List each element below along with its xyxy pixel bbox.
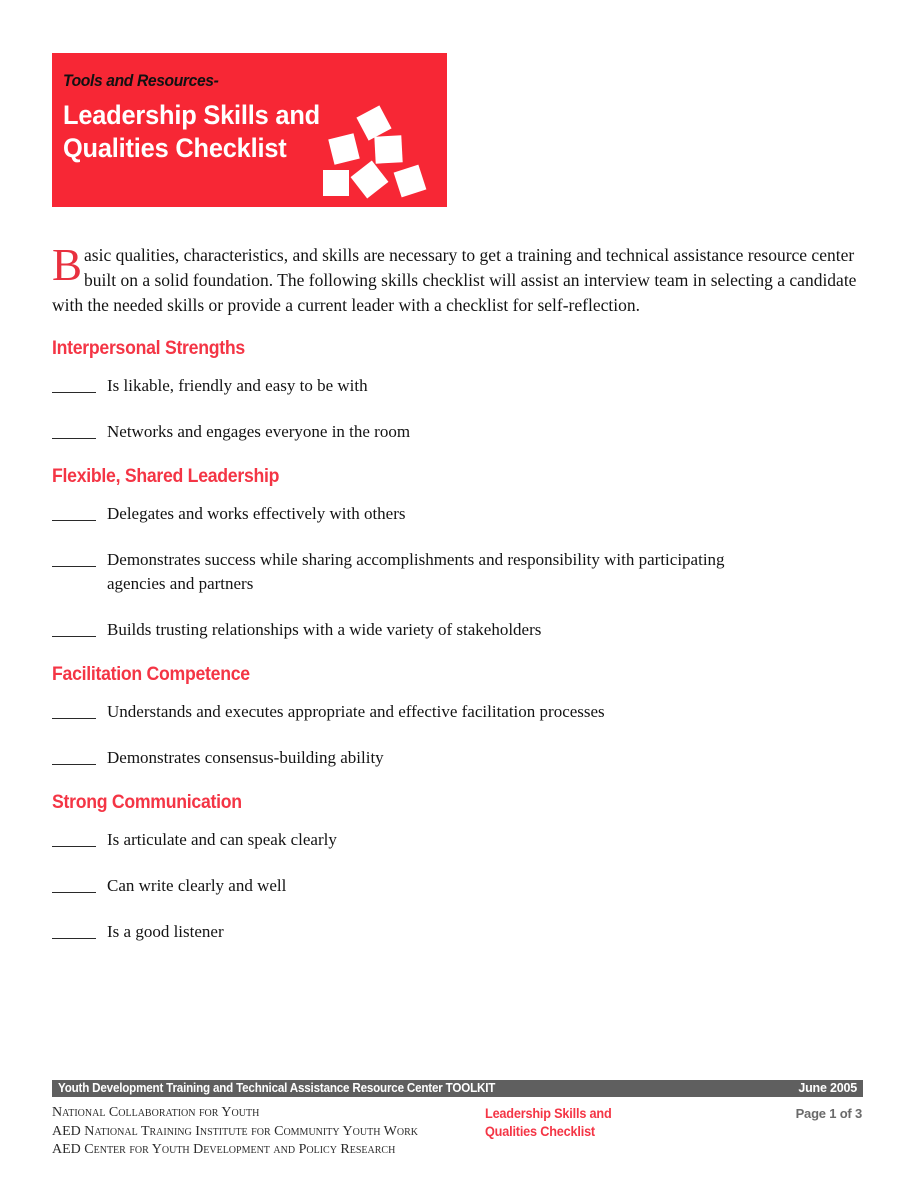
header-banner bbox=[52, 53, 447, 207]
checklist-item[interactable] bbox=[52, 920, 862, 944]
checkbox-blank-line[interactable] bbox=[52, 618, 96, 637]
footer-doc-line-2: Qualities Checklist bbox=[485, 1124, 595, 1139]
section-flexible-shared-leadership bbox=[52, 466, 862, 642]
checklist-item-label: Demonstrates success while sharing accomplishments and responsibility with participating agencies and partners bbox=[107, 550, 725, 593]
checklist-item[interactable] bbox=[52, 374, 862, 398]
footer-bar bbox=[52, 1080, 863, 1097]
intro-paragraph-text: asic qualities, characteristics, and skills are necessary to get a training and technical assistance resource center built on a solid foundation. The following skills checklist will assist an interview team in selecting a candidate with the needed skills or provide a current leader with a checklist for self-reflection. bbox=[52, 245, 857, 315]
checkbox-blank-line[interactable] bbox=[52, 700, 96, 719]
checklist-item[interactable] bbox=[52, 502, 862, 526]
scattered-squares-icon bbox=[323, 108, 443, 203]
section-heading: Flexible, Shared Leadership bbox=[52, 466, 280, 487]
checklist-item-label: Can write clearly and well bbox=[107, 876, 287, 895]
page-number: Page 1 of 3 bbox=[795, 1106, 862, 1121]
checklist-item[interactable] bbox=[52, 874, 862, 898]
footer-bar-date: June 2005 bbox=[798, 1081, 857, 1095]
checklist-item-label: Is likable, friendly and easy to be with bbox=[107, 376, 368, 395]
footer-organizations bbox=[52, 1104, 472, 1160]
checklist-item-label: Demonstrates consensus-building ability bbox=[107, 748, 384, 767]
banner-kicker: Tools and Resources- bbox=[63, 71, 219, 90]
checkbox-blank-line[interactable] bbox=[52, 502, 96, 521]
checklist-item-label: Networks and engages everyone in the room bbox=[107, 422, 411, 441]
checklist-item-label: Delegates and works effectively with others bbox=[107, 504, 406, 523]
checklist-sections bbox=[52, 338, 862, 966]
banner-title-line-1: Leadership Skills and bbox=[63, 100, 321, 130]
drop-cap-letter: B bbox=[52, 240, 83, 290]
section-strong-communication bbox=[52, 792, 862, 944]
checklist-item-label: Is a good listener bbox=[107, 922, 224, 941]
checkbox-blank-line[interactable] bbox=[52, 920, 96, 939]
checklist-item-label: Is articulate and can speak clearly bbox=[107, 830, 337, 849]
checklist-item[interactable] bbox=[52, 746, 862, 770]
checkbox-blank-line[interactable] bbox=[52, 374, 96, 393]
checklist-item[interactable] bbox=[52, 700, 862, 724]
section-heading: Strong Communication bbox=[52, 792, 242, 813]
checkbox-blank-line[interactable] bbox=[52, 874, 96, 893]
checklist-item[interactable] bbox=[52, 828, 862, 852]
footer-org-line-2: AED National Training Institute for Community Youth Work bbox=[52, 1123, 418, 1139]
footer-org-line-3: AED Center for Youth Development and Policy Research bbox=[52, 1142, 396, 1157]
checklist-item-label: Understands and executes appropriate and effective facilitation processes bbox=[107, 702, 605, 721]
checkbox-blank-line[interactable] bbox=[52, 828, 96, 847]
section-interpersonal-strengths bbox=[52, 338, 862, 444]
footer-doc-line-1: Leadership Skills and bbox=[485, 1106, 612, 1121]
checklist-item-label: Builds trusting relationships with a wide variety of stakeholders bbox=[107, 620, 542, 639]
intro-paragraph bbox=[52, 240, 858, 318]
footer-bar-title: Youth Development Training and Technical Assistance Resource Center TOOLKIT bbox=[58, 1081, 496, 1095]
footer-document-title bbox=[485, 1105, 720, 1141]
section-heading: Interpersonal Strengths bbox=[52, 338, 245, 359]
section-facilitation-competence bbox=[52, 664, 862, 770]
checklist-item[interactable] bbox=[52, 548, 862, 596]
checkbox-blank-line[interactable] bbox=[52, 548, 96, 567]
checkbox-blank-line[interactable] bbox=[52, 746, 96, 765]
section-heading: Facilitation Competence bbox=[52, 664, 250, 685]
checklist-item[interactable] bbox=[52, 420, 862, 444]
banner-title-line-2: Qualities Checklist bbox=[63, 133, 287, 163]
footer-org-line-1: National Collaboration for Youth bbox=[52, 1105, 260, 1120]
checklist-item[interactable] bbox=[52, 618, 862, 642]
checkbox-blank-line[interactable] bbox=[52, 420, 96, 439]
